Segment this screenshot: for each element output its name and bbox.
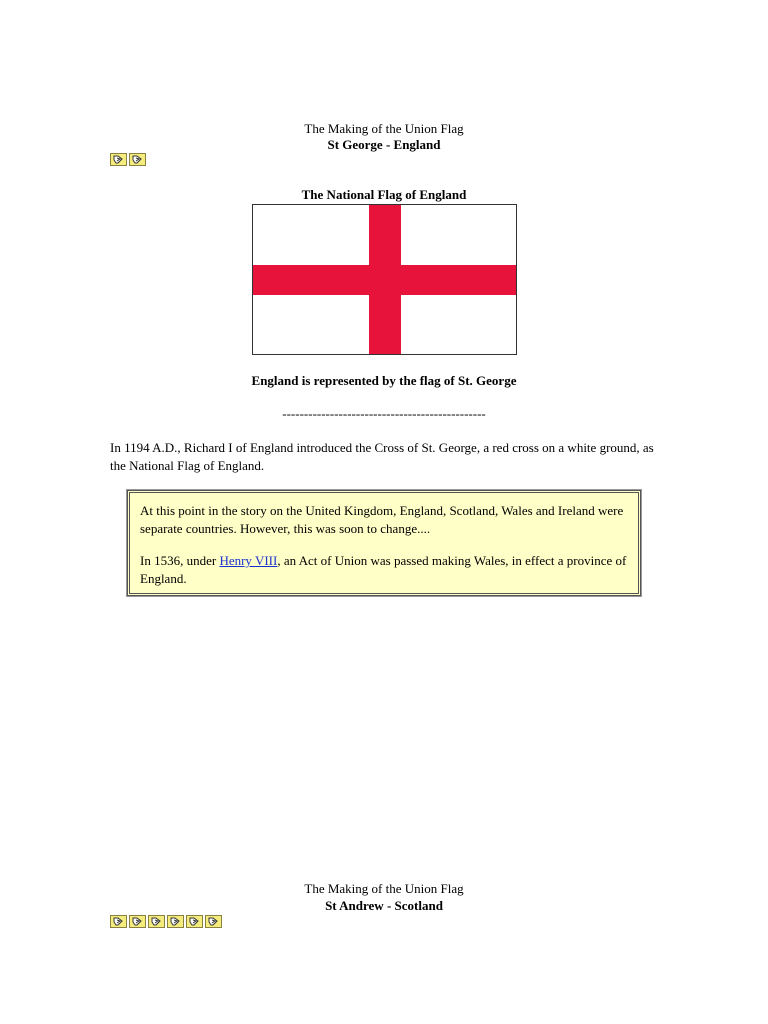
section1-nav-icons bbox=[110, 153, 148, 166]
intro-paragraph: In 1194 A.D., Richard I of England introduced the Cross of St. George, a red cross on a white ground, as the National Flag of England. bbox=[110, 440, 654, 473]
section1-subheading: St George - England bbox=[327, 137, 441, 152]
england-flag-image bbox=[252, 204, 517, 355]
flag-nav-icon[interactable] bbox=[110, 153, 127, 166]
flag-nav-icon[interactable] bbox=[129, 915, 146, 928]
section2-nav-icons bbox=[110, 915, 224, 928]
note-text-after-link: , an Act of Union was passed making Wales, in effect a province of England. bbox=[140, 553, 627, 586]
flag-nav-icon[interactable] bbox=[167, 915, 184, 928]
flag-cross-horizontal bbox=[253, 265, 516, 295]
note-text-before-link: In 1536, under bbox=[140, 553, 220, 568]
henry-viii-link[interactable]: Henry VIII bbox=[219, 553, 278, 568]
flag-nav-icon[interactable] bbox=[186, 915, 203, 928]
section2-subheading: St Andrew - Scotland bbox=[325, 898, 443, 913]
divider-line: ----------------------------------------------- bbox=[282, 406, 486, 421]
flag-nav-icon[interactable] bbox=[110, 915, 127, 928]
section1-heading: The Making of the Union Flag bbox=[304, 121, 464, 136]
note-paragraph-1: At this point in the story on the United Kingdom, England, Scotland, Wales and Ireland were separate countries. However, this was soon to change.... bbox=[140, 503, 624, 536]
flag-title: The National Flag of England bbox=[301, 187, 467, 202]
flag-nav-icon[interactable] bbox=[129, 153, 146, 166]
flag-nav-icon[interactable] bbox=[205, 915, 222, 928]
info-note-box bbox=[127, 490, 641, 596]
note-paragraph-2 bbox=[140, 552, 628, 588]
flag-caption: England is represented by the flag of St. George bbox=[251, 373, 517, 388]
section2-heading: The Making of the Union Flag bbox=[304, 881, 464, 896]
flag-nav-icon[interactable] bbox=[148, 915, 165, 928]
